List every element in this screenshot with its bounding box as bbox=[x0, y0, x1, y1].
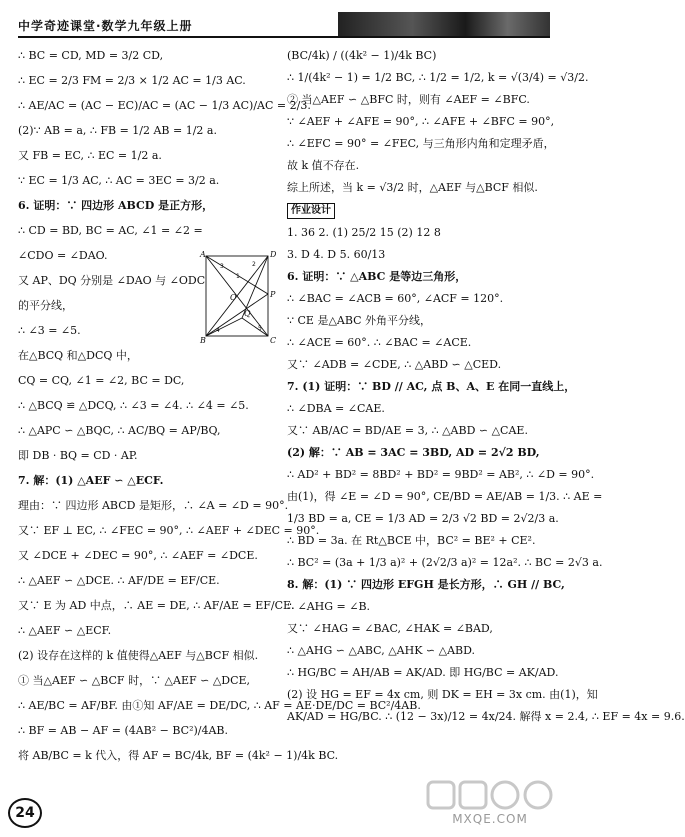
text-line: (2) 设 HG = EF = 4x cm, 则 DK = EH = 3x cm. 由(1)，知 bbox=[287, 688, 598, 701]
text-line: 1/3 BD = a, CE = 1/3 AD = 2/3 √2 BD = 2√2/3 a. bbox=[287, 512, 559, 525]
fig-label: O bbox=[230, 293, 237, 302]
text-line: 即 DB · BQ = CD · AP. bbox=[18, 449, 138, 462]
text-line: (2) 解：∵ AB = 3AC = 3BD, AD = 2√2 BD, bbox=[287, 446, 540, 459]
text-line: 在△BCQ 和△DCQ 中， bbox=[18, 349, 138, 362]
text-line: 的平分线， bbox=[18, 299, 73, 312]
text-line: 又∵ EF ⊥ EC, ∴ ∠FEC = 90°, ∴ ∠AEF + ∠DEC = 90°. bbox=[18, 524, 320, 537]
fig-label: 1 bbox=[236, 273, 240, 280]
text-line: ∴ ∠3 = ∠5. bbox=[18, 324, 81, 337]
text-line: ∴ ∠ACE = 60°. ∴ ∠BAC = ∠ACE. bbox=[287, 336, 472, 349]
text-line: 综上所述，当 k = √3/2 时，△AEF 与△BCF 相似. bbox=[287, 181, 538, 194]
text-line: ② 当△AEF ∽ △BFC 时，则有 ∠AEF = ∠BFC. bbox=[287, 93, 530, 106]
square-geometry-figure bbox=[200, 250, 276, 344]
fig-label: 2 bbox=[252, 261, 256, 268]
text-line: ∴ BD = 3a. 在 Rt△BCE 中，BC² = BE² + CE². bbox=[287, 534, 536, 547]
text-line: ∴ ∠EFC = 90° = ∠FEC, 与三角形内角和定理矛盾， bbox=[287, 137, 555, 150]
text-line: 故 k 值不存在. bbox=[287, 159, 360, 172]
fig-label: C bbox=[270, 336, 277, 345]
text-line: 理由：∵ 四边形 ABCD 是矩形，∴ ∠A = ∠D = 90°. bbox=[18, 499, 289, 512]
fig-label: Q bbox=[244, 309, 251, 318]
text-line: ∠CDO = ∠DAO. bbox=[18, 249, 108, 262]
header-rule bbox=[18, 36, 550, 38]
watermark-logo bbox=[420, 778, 560, 832]
text-line: 6. 证明：∵ △ABC 是等边三角形， bbox=[287, 270, 467, 283]
fig-label: 5 bbox=[258, 325, 262, 332]
text-line: ∴ ∠BAC = ∠ACB = 60°, ∠ACF = 120°. bbox=[287, 292, 504, 305]
header-decorative-band bbox=[338, 12, 550, 38]
text-line: ∴ ∠DBA = ∠CAE. bbox=[287, 402, 385, 415]
text-line: AK/AD = HG/BC. ∴ (12 − 3x)/12 = 4x/24. 解得 x = 2.4, ∴ EF = 4x = 9.6. bbox=[287, 710, 685, 723]
fig-label: P bbox=[270, 290, 276, 299]
text-line: ∴ BC² = (3a + 1/3 a)² + (2√2/3 a)² = 12a². ∴ BC = 2√3 a. bbox=[287, 556, 603, 569]
text-line: (2) 设存在这样的 k 值使得△AEF 与△BCF 相似. bbox=[18, 649, 259, 662]
text-line: 8. 解：(1) ∵ 四边形 EFGH 是长方形，∴ GH // BC, bbox=[287, 578, 565, 591]
text-line: ∴ △AHG ∽ △ABC, △AHK ∽ △ABD. bbox=[287, 644, 476, 657]
text-line: 1. 36 2. (1) 25/2 15 (2) 12 8 bbox=[287, 226, 441, 239]
text-line: ∴ BF = AB − AF = (4AB² − BC²)/4AB. bbox=[18, 724, 229, 737]
text-line: ∴ CD = BD, BC = AC, ∠1 = ∠2 = bbox=[18, 224, 203, 237]
text-line: ∴ EC = 2/3 FM = 2/3 × 1/2 AC = 1/3 AC. bbox=[18, 74, 246, 87]
text-line: ∵ ∠AEF + ∠AFE = 90°, ∴ ∠AFE + ∠BFC = 90°, bbox=[287, 115, 555, 128]
text-line: 又 AP、DQ 分别是 ∠DAO 与 ∠ODC bbox=[18, 274, 206, 287]
text-line: 又 ∠DCE + ∠DEC = 90°, ∴ ∠AEF = ∠DCE. bbox=[18, 549, 258, 562]
text-line: ∵ CE 是△ABC 外角平分线， bbox=[287, 314, 432, 327]
section-title: 作业设计 bbox=[287, 202, 549, 219]
text-line: 6. 证明：∵ 四边形 ABCD 是正方形， bbox=[18, 199, 214, 212]
page-number: 24 bbox=[8, 798, 42, 828]
fig-label: B bbox=[200, 336, 206, 345]
text-line: 又 FB = EC, ∴ EC = 1/2 a. bbox=[18, 149, 162, 162]
text-line: ∴ △APC ∽ △BQC, ∴ AC/BQ = AP/BQ, bbox=[18, 424, 221, 437]
fig-label: A bbox=[200, 250, 206, 259]
text-line: 又∵ ∠ADB = ∠CDE, ∴ △ABD ∽ △CED. bbox=[287, 358, 502, 371]
fig-label: 4 bbox=[216, 327, 220, 334]
text-line: ∴ AD² + BD² = 8BD² + BD² = 9BD² = AB², ∴ ∠D = 90°. bbox=[287, 468, 595, 481]
text-line: ∴ ∠AHG = ∠B. bbox=[287, 600, 371, 613]
fig-label: D bbox=[270, 250, 277, 259]
text-line: 7. (1) 证明：∵ BD // AC, 点 B、A、E 在同一直线上， bbox=[287, 380, 576, 393]
text-line: CQ = CQ, ∠1 = ∠2, BC = DC, bbox=[18, 374, 185, 387]
text-line: 又∵ ∠HAG = ∠BAC, ∠HAK = ∠BAD, bbox=[287, 622, 493, 635]
header-title: 中学奇迹课堂·数学九年级上册 bbox=[18, 19, 193, 33]
text-line: ∴ 1/(4k² − 1) = 1/2 BC, ∴ 1/2 = 1/2, k = √(3/4) = √3/2. bbox=[287, 71, 589, 84]
text-line: 7. 解：(1) △AEF ∽ △ECF. bbox=[18, 474, 164, 487]
watermark-text: MXQE.COM bbox=[452, 812, 528, 826]
text-line: 又∵ AB/AC = BD/AE = 3, ∴ △ABD ∽ △CAE. bbox=[287, 424, 528, 437]
text-line: ∵ EC = 1/3 AC, ∴ AC = 3EC = 3/2 a. bbox=[18, 174, 220, 187]
right-column bbox=[287, 48, 685, 731]
text-line: 3. D 4. D 5. 60/13 bbox=[287, 248, 386, 261]
text-line: ∴ AE/BC = AF/BF. 由①知 AF/AE = DE/DC, ∴ AF = AE·DE/DC = BC²/4AB. bbox=[18, 699, 421, 712]
text-line: 由(1)，得 ∠E = ∠D = 90°, CE/BD = AE/AB = 1/3. ∴ AE = bbox=[287, 490, 603, 503]
page-header bbox=[0, 0, 563, 40]
text-line: ∴ △AEF ∽ △DCE. ∴ AF/DE = EF/CE. bbox=[18, 574, 220, 587]
fig-label: 3 bbox=[220, 263, 224, 270]
text-line: ∴ HG/BC = AH/AB = AK/AD. 即 HG/BC = AK/AD. bbox=[287, 666, 559, 679]
text-line: ∴ △AEF ∽ △ECF. bbox=[18, 624, 112, 637]
text-line: 又∵ E 为 AD 中点，∴ AE = DE, ∴ AF/AE = EF/CE. bbox=[18, 599, 295, 612]
text-line: 将 AB/BC = k 代入，得 AF = BC/4k, BF = (4k² − 1)/4k BC. bbox=[18, 749, 339, 762]
text-line: (2)∵ AB = a, ∴ FB = 1/2 AB = 1/2 a. bbox=[18, 124, 217, 137]
text-line: ① 当△AEF ∽ △BCF 时，∵ △AEF ∽ △DCE, bbox=[18, 674, 251, 687]
text-line: (BC/4k) / ((4k² − 1)/4k BC) bbox=[287, 49, 437, 62]
text-line: ∴ AE/AC = (AC − EC)/AC = (AC − 1/3 AC)/AC = 2/3. bbox=[18, 99, 311, 112]
text-line: ∴ BC = CD, MD = 3/2 CD, bbox=[18, 49, 164, 62]
text-line: ∴ △BCQ ≌ △DCQ, ∴ ∠3 = ∠4. ∴ ∠4 = ∠5. bbox=[18, 399, 249, 412]
